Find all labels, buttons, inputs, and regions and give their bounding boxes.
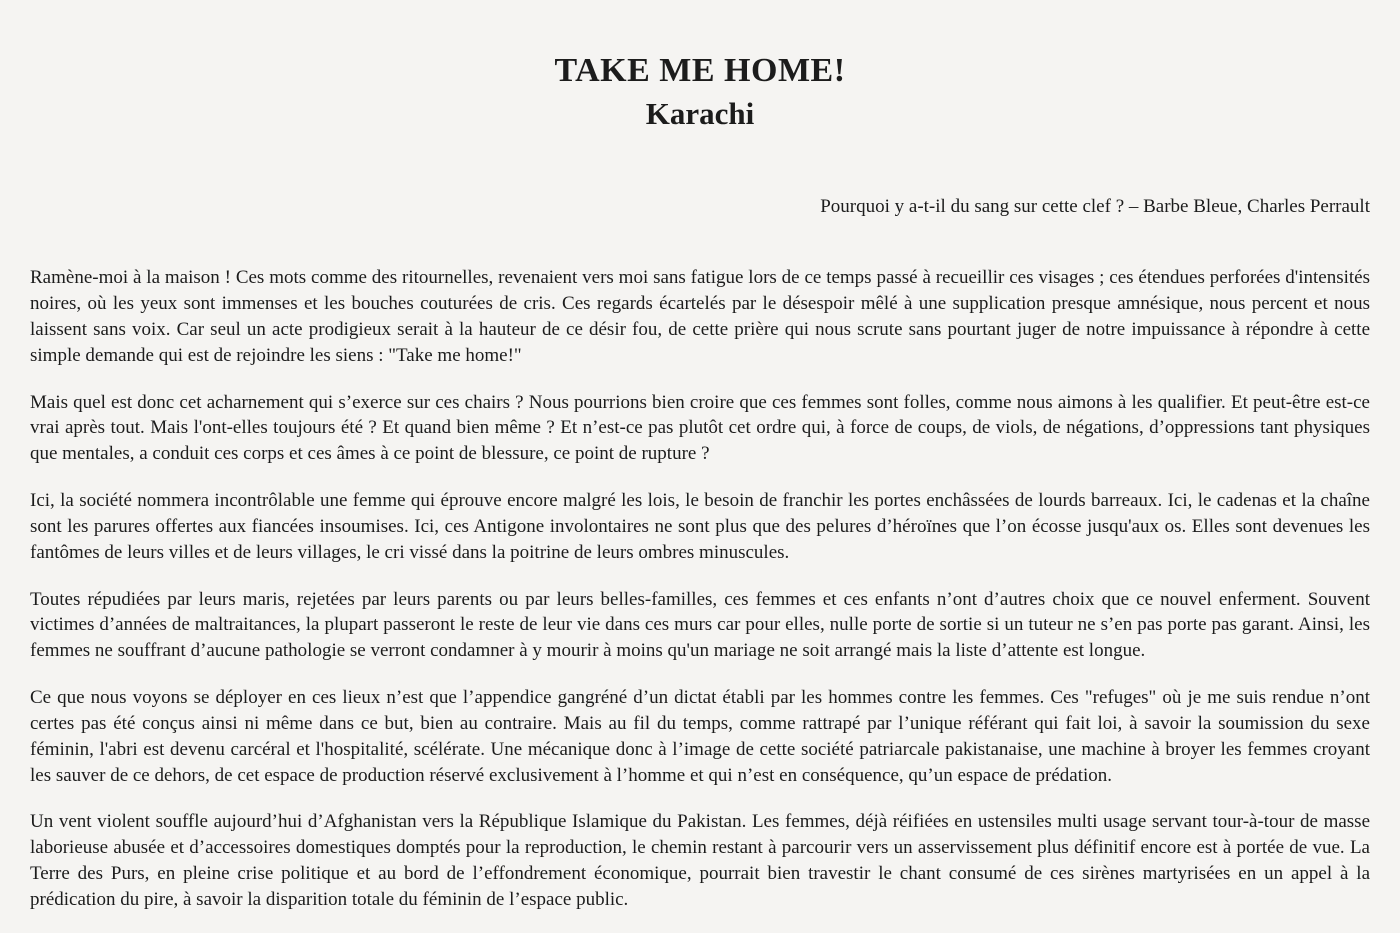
paragraph-6: Un vent violent souffle aujourd’hui d’Afghanistan vers la République Islamique du Pakistan. Les femmes, déjà réifiées en ustensiles multi usage servant tour-à-tour de masse laborieuse abusée et d’accessoires domestiques domptés pour la reproduction, le chemin restant à parcourir vers un asservissement plus définitif encore est à portée de vue. La Terre des Purs, en pleine crise politique et au bord de l’effondrement économique, pourrait bien travestir le chant consumé de ces sirènes martyrisées en un appel à la prédication du pire, à savoir la disparition totale du féminin de l’espace public.: [30, 811, 1370, 910]
paragraph-2: Mais quel est donc cet acharnement qui s’exerce sur ces chairs ? Nous pourrions bien croire que ces femmes sont folles, comme nous aimons à les qualifier. Et peut-être est-ce vrai après tout. Mais l'ont-elles toujours été ? Et quand bien même ? Et n’est-ce pas plutôt cet ordre qui, à force de coups, de viols, de négations, d’oppressions tant physiques que mentales, a conduit ces corps et ces âmes à ce point de blessure, ce point de rupture ?: [30, 391, 1370, 465]
page-title: TAKE ME HOME!: [554, 52, 846, 89]
essay-body: [30, 265, 1370, 912]
epigraph-quote: Pourquoi y a-t-il du sang sur cette clef ? – Barbe Bleue, Charles Perrault: [820, 195, 1370, 217]
paragraph-4: Toutes répudiées par leurs maris, rejetées par leurs parents ou par leurs belles-familles, ces femmes et ces enfants n’ont d’autres choix que ce nouvel enferment. Souvent victimes d’années de maltraitances, la plupart passeront le reste de leur vie dans ces murs car pour elles, nulle porte de sortie si un tuteur ne s’en pas porte pas garant. Ainsi, les femmes ne souffrant d’aucune pathologie se verront condamner à y mourir à moins qu'un mariage ne soit arrangé mais la liste d’attente est longue.: [30, 588, 1370, 662]
page-subtitle: Karachi: [645, 96, 755, 132]
paragraph-1: Ramène-moi à la maison ! Ces mots comme des ritournelles, revenaient vers moi sans fatigue lors de ce temps passé à recueillir ces visages ; ces étendues perforées d'intensités noires, où les yeux sont immenses et les bouches couturées de cris. Ces regards écartelés par le désespoir mêlé à une supplication presque amnésique, nous percent et nous laissent sans voix. Car seul un acte prodigieux serait à la hauteur de ce désir fou, de cette prière qui nous scrute sans pourtant juger de notre impuissance à répondre à cette simple demande qui est de rejoindre les siens : "Take me home!": [30, 267, 1370, 366]
paragraph-3: Ici, la société nommera incontrôlable une femme qui éprouve encore malgré les lois, le besoin de franchir les portes enchâssées de lourds barreaux. Ici, le cadenas et la chaîne sont les parures offertes aux fiancées insoumises. Ici, ces Antigone involontaires ne sont plus que des pelures d’héroïnes que l’on écosse jusqu'aux os. Elles sont devenues les fantômes de leurs villes et de leurs villages, le cri vissé dans la poitrine de leurs ombres minuscules.: [30, 490, 1370, 563]
paragraph-5: Ce que nous voyons se déployer en ces lieux n’est que l’appendice gangréné d’un dictat établi par les hommes contre les femmes. Ces "refuges" où je me suis rendue n’ont certes pas été conçus ainsi ni même dans ce but, bien au contraire. Mais au fil du temps, comme rattrapé par l’unique référant qui fait loi, à savoir la soumission du sexe féminin, l'abri est devenu carcéral et l'hospitalité, scélérate. Une mécanique donc à l’image de cette société patriarcale pakistanaise, une machine à broyer les femmes croyant les sauver de ce dehors, de cet espace de production réservé exclusivement à l’homme et qui n’est en conséquence, qu’un espace de prédation.: [30, 687, 1370, 786]
document-header: [30, 52, 1370, 133]
